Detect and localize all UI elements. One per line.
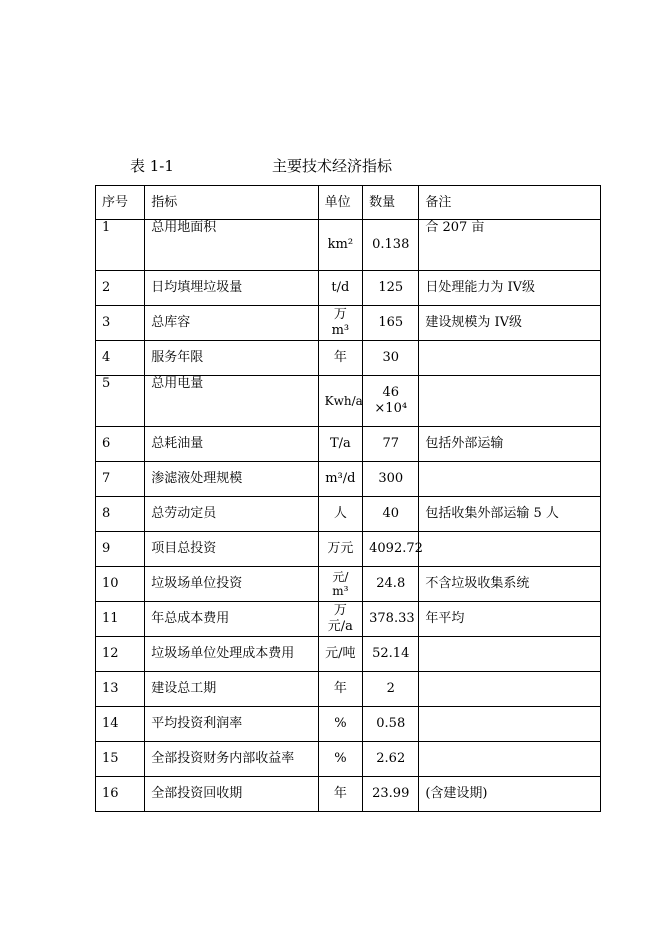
cell-indicator: 全部投资回收期 (145, 777, 318, 812)
cell-seq: 6 (96, 427, 145, 462)
table-row (96, 341, 601, 376)
cell-quantity: 46 ×10⁴ (363, 376, 419, 427)
cell-quantity: 24.8 (363, 567, 419, 602)
cell-note: 日处理能力为 IV级 (419, 271, 601, 306)
cell-seq: 11 (96, 602, 145, 637)
table-row (96, 602, 601, 637)
cell-indicator: 总耗油量 (145, 427, 318, 462)
cell-unit: T/a (318, 427, 363, 462)
cell-note (419, 672, 601, 707)
cell-quantity: 2.62 (363, 742, 419, 777)
table-row (96, 306, 601, 341)
cell-unit: % (318, 707, 363, 742)
cell-note: 合 207 亩 (419, 220, 601, 271)
table-row (96, 462, 601, 497)
table-title: 主要技术经济指标 (272, 157, 393, 175)
cell-quantity: 2 (363, 672, 419, 707)
cell-unit: m³/d (318, 462, 363, 497)
table-number: 表 1-1 (130, 157, 174, 175)
cell-unit: 万 m³ (318, 306, 363, 341)
cell-seq: 3 (96, 306, 145, 341)
table-row (96, 672, 601, 707)
cell-note (419, 637, 601, 672)
cell-unit: 年 (318, 341, 363, 376)
cell-quantity: 30 (363, 341, 419, 376)
cell-quantity: 4092.72 (363, 532, 419, 567)
cell-indicator: 年总成本费用 (145, 602, 318, 637)
cell-note: 不含垃圾收集系统 (419, 567, 601, 602)
cell-indicator: 项目总投资 (145, 532, 318, 567)
table-row (96, 707, 601, 742)
cell-quantity: 165 (363, 306, 419, 341)
cell-seq: 14 (96, 707, 145, 742)
cell-unit: 元/ m³ (318, 567, 363, 602)
cell-seq: 1 (96, 220, 145, 271)
cell-unit: 年 (318, 777, 363, 812)
cell-unit: % (318, 742, 363, 777)
cell-seq: 15 (96, 742, 145, 777)
cell-indicator: 渗滤液处理规模 (145, 462, 318, 497)
cell-unit: km² (318, 220, 363, 271)
cell-indicator: 总用电量 (145, 376, 318, 427)
table-row (96, 742, 601, 777)
cell-note: 建设规模为 IV级 (419, 306, 601, 341)
cell-seq: 10 (96, 567, 145, 602)
table-row (96, 567, 601, 602)
table-row (96, 220, 601, 271)
cell-note (419, 532, 601, 567)
cell-quantity: 0.58 (363, 707, 419, 742)
cell-indicator: 垃圾场单位投资 (145, 567, 318, 602)
cell-unit: 人 (318, 497, 363, 532)
cell-unit: t/d (318, 271, 363, 306)
cell-seq: 8 (96, 497, 145, 532)
cell-quantity: 300 (363, 462, 419, 497)
header-note: 备注 (419, 186, 601, 220)
cell-note: 包括收集外部运输 5 人 (419, 497, 601, 532)
cell-indicator: 总用地面积 (145, 220, 318, 271)
cell-note (419, 462, 601, 497)
cell-quantity: 23.99 (363, 777, 419, 812)
header-seq: 序号 (96, 186, 145, 220)
cell-seq: 4 (96, 341, 145, 376)
cell-note: 包括外部运输 (419, 427, 601, 462)
cell-indicator: 建设总工期 (145, 672, 318, 707)
table-row (96, 376, 601, 427)
header-name: 指标 (145, 186, 318, 220)
table-row (96, 532, 601, 567)
cell-unit: 万元 (318, 532, 363, 567)
table-header-row (96, 186, 601, 220)
cell-quantity: 77 (363, 427, 419, 462)
cell-quantity: 52.14 (363, 637, 419, 672)
cell-seq: 9 (96, 532, 145, 567)
cell-quantity: 125 (363, 271, 419, 306)
cell-note: (含建设期) (419, 777, 601, 812)
table-caption (130, 155, 430, 177)
cell-indicator: 日均填埋垃圾量 (145, 271, 318, 306)
cell-seq: 2 (96, 271, 145, 306)
cell-seq: 13 (96, 672, 145, 707)
cell-indicator: 服务年限 (145, 341, 318, 376)
cell-indicator: 垃圾场单位处理成本费用 (145, 637, 318, 672)
header-qty: 数量 (363, 186, 419, 220)
table-row (96, 271, 601, 306)
table-row (96, 497, 601, 532)
cell-note (419, 742, 601, 777)
table-row (96, 777, 601, 812)
cell-note (419, 707, 601, 742)
cell-indicator: 总劳动定员 (145, 497, 318, 532)
cell-unit: Kwh/a (318, 376, 363, 427)
table-row (96, 427, 601, 462)
cell-unit: 万元/a (318, 602, 363, 637)
cell-seq: 16 (96, 777, 145, 812)
table-body (96, 220, 601, 812)
header-unit: 单位 (318, 186, 363, 220)
table-row (96, 637, 601, 672)
cell-note: 年平均 (419, 602, 601, 637)
cell-quantity: 40 (363, 497, 419, 532)
cell-note (419, 341, 601, 376)
cell-note (419, 376, 601, 427)
cell-unit: 年 (318, 672, 363, 707)
cell-indicator: 全部投资财务内部收益率 (145, 742, 318, 777)
cell-quantity: 0.138 (363, 220, 419, 271)
cell-unit: 元/吨 (318, 637, 363, 672)
cell-seq: 7 (96, 462, 145, 497)
tech-economic-table (95, 185, 601, 812)
cell-quantity: 378.33 (363, 602, 419, 637)
cell-seq: 12 (96, 637, 145, 672)
cell-indicator: 平均投资利润率 (145, 707, 318, 742)
cell-seq: 5 (96, 376, 145, 427)
cell-indicator: 总库容 (145, 306, 318, 341)
